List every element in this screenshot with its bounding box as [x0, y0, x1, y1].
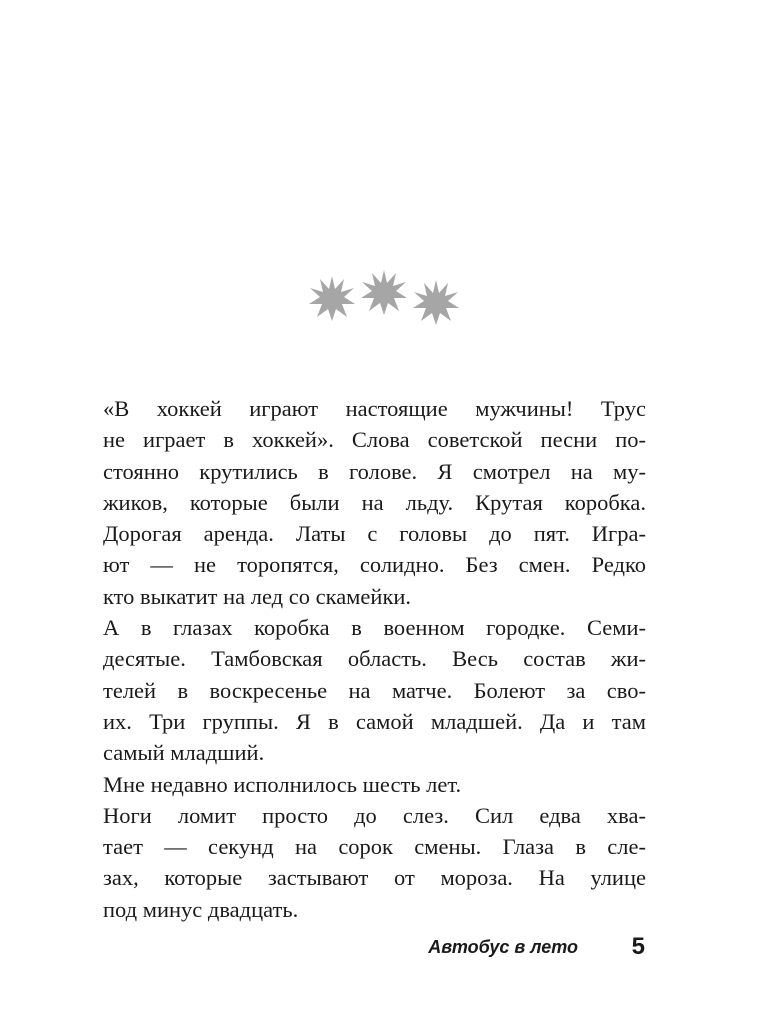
body-text — [103, 393, 646, 925]
text-line: Мне недавно исполнилось шесть лет. — [103, 771, 462, 797]
text-line: Ноги ломит просто до слез. Сил едва хва- — [103, 802, 646, 828]
page-footer — [0, 935, 768, 965]
text-line: А в глазах коробка в военном городке. Семи- — [103, 615, 646, 641]
text-line: ют — не торопятся, солидно. Без смен. Редко — [103, 552, 646, 578]
asterism-star-icon — [308, 274, 356, 322]
text-line: телей в воскресенье на матче. Болеют за сво- — [103, 677, 646, 703]
text-line: жиков, которые были на льду. Крутая коробка. — [103, 489, 646, 515]
page-number: 5 — [631, 933, 645, 960]
text-line: кто выкатит на лед со скамейки. — [103, 583, 412, 609]
text-line: зах, которые застывают от мороза. На улице — [103, 865, 646, 891]
text-line: Дорогая аренда. Латы с головы до пят. Игра- — [103, 521, 646, 547]
text-line: их. Три группы. Я в самой младшей. Да и там — [103, 708, 646, 734]
text-line: под минус двадцать. — [103, 896, 299, 922]
text-line: тает — секунд на сорок смены. Глаза в сле- — [103, 834, 646, 860]
paragraph — [103, 612, 646, 768]
asterism-star-icon — [360, 268, 408, 316]
paragraph — [103, 393, 646, 612]
section-ornament — [0, 268, 768, 328]
text-line: не играет в хоккей». Слова советской песни по- — [103, 427, 646, 453]
text-line: десятые. Тамбовская область. Весь состав жи- — [103, 646, 646, 672]
paragraph — [103, 769, 646, 800]
text-line: стоянно крутились в голове. Я смотрел на му- — [103, 458, 646, 484]
text-line: самый младший. — [103, 740, 265, 766]
text-line: «В хоккей играют настоящие мужчины! Трус — [103, 396, 646, 421]
paragraph — [103, 800, 646, 925]
running-title: Автобус в лето — [428, 937, 578, 957]
asterism-star-icon — [412, 278, 460, 326]
